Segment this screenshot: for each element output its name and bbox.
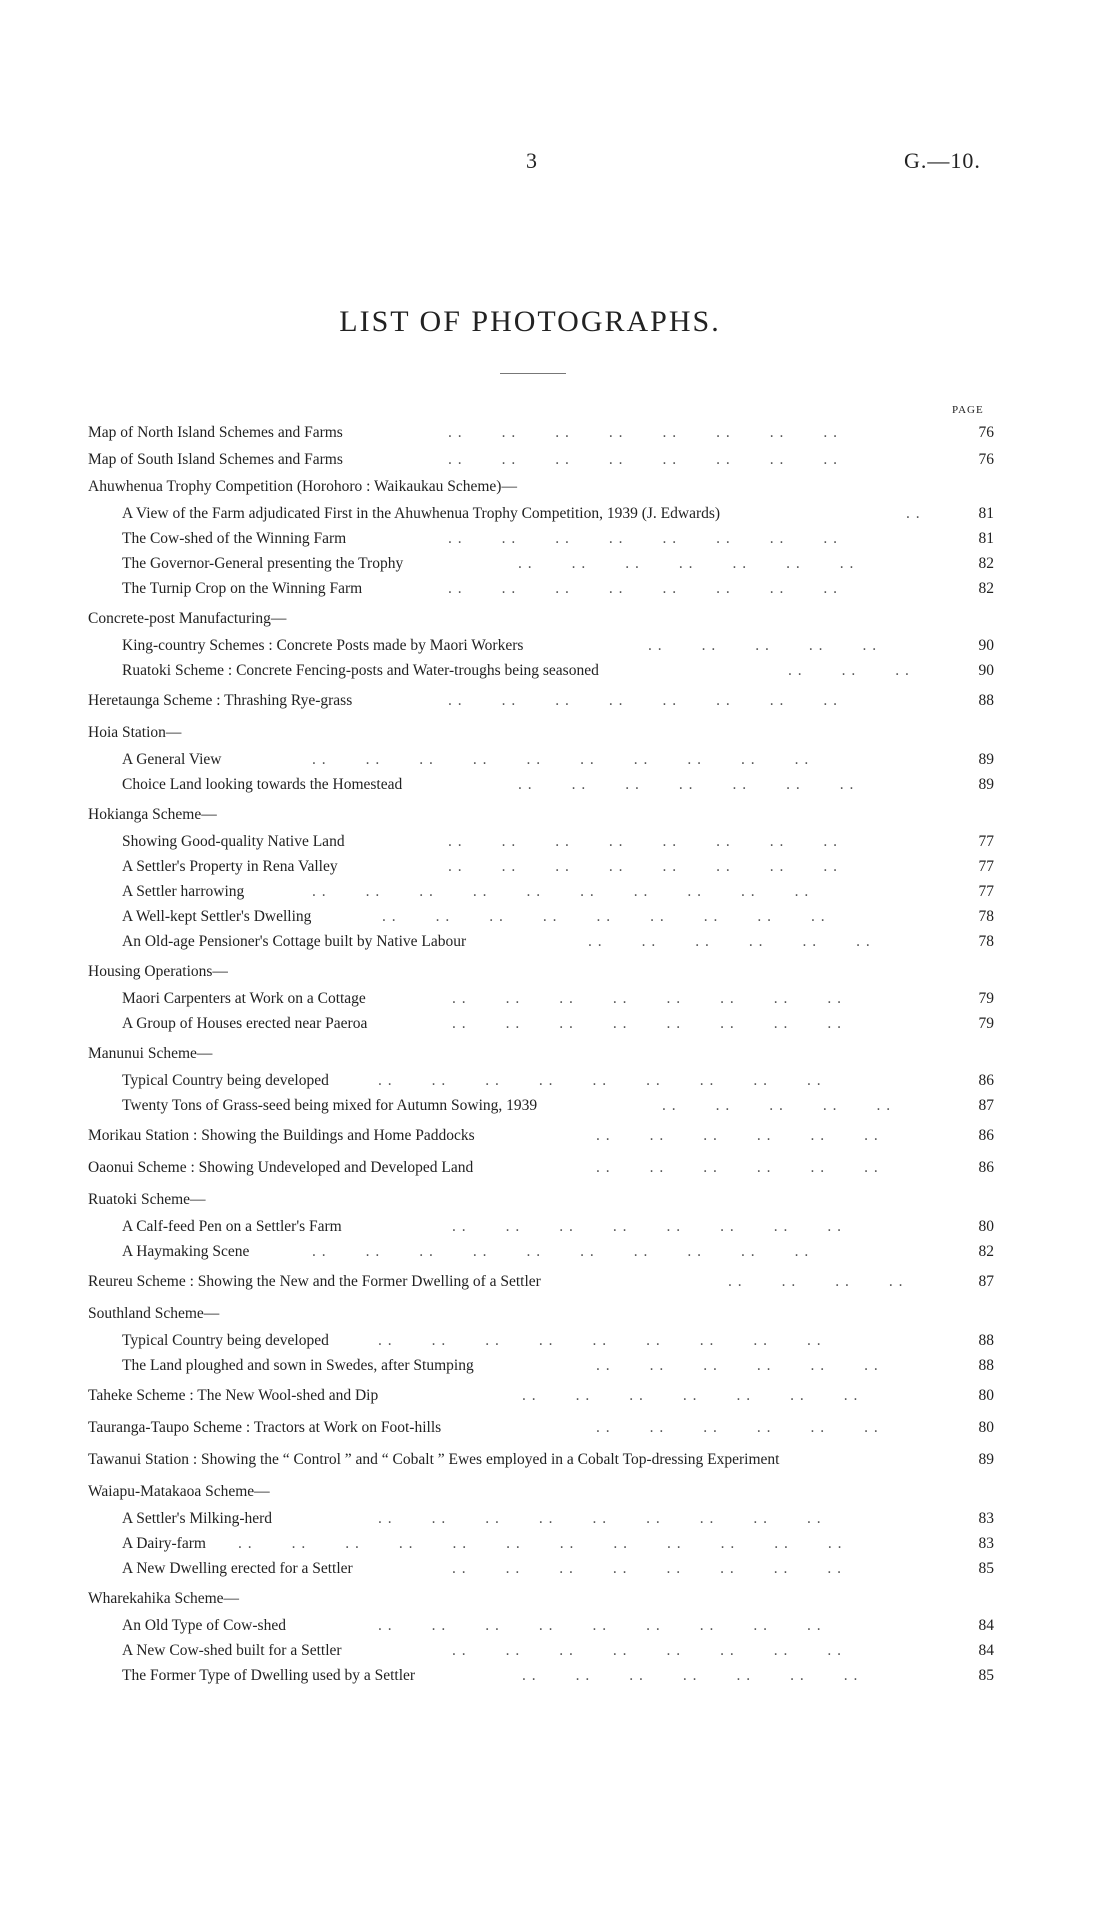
section-heading: Wharekahika Scheme— (88, 1590, 240, 1607)
list-item: Heretaunga Scheme : Thrashing Rye-grass . . . . . . . . . . . . . . . . 88 (88, 692, 994, 709)
list-item: A New Dwelling erected for a Settler . . . . . . . . . . . . . . . . 85 (122, 1560, 994, 1577)
list-item: Morikau Station : Showing the Buildings and Home Paddocks . . . . . . . . . . . . 86 (88, 1127, 994, 1144)
list-item: Choice Land looking towards the Homestead . . . . . . . . . . . . . . 89 (122, 776, 994, 793)
list-item: Tauranga-Taupo Scheme : Tractors at Work on Foot-hills . . . . . . . . . . . . 80 (88, 1419, 994, 1436)
list-item: An Old Type of Cow-shed . . . . . . . . . . . . . . . . . . 84 (122, 1617, 994, 1634)
list-item: Showing Good-quality Native Land . . . . . . . . . . . . . . . . 77 (122, 833, 994, 850)
list-item: A Group of Houses erected near Paeroa . . . . . . . . . . . . . . . . 79 (122, 1015, 994, 1032)
list-item: A Calf-feed Pen on a Settler's Farm . . . . . . . . . . . . . . . . 80 (122, 1218, 994, 1235)
list-item: Map of North Island Schemes and Farms . . . . . . . . . . . . . . . . 76 (88, 424, 994, 441)
list-item: Maori Carpenters at Work on a Cottage . . . . . . . . . . . . . . . . 79 (122, 990, 994, 1007)
section-heading: Manunui Scheme— (88, 1045, 213, 1062)
list-item: A Settler's Milking-herd . . . . . . . . . . . . . . . . . . 83 (122, 1510, 994, 1527)
list-item: Twenty Tons of Grass-seed being mixed for Autumn Sowing, 1939 . . . . . . . . . . 87 (122, 1097, 994, 1114)
list-item: Reureu Scheme : Showing the New and the Former Dwelling of a Settler . . . . . . . . 87 (88, 1273, 994, 1290)
list-item: Taheke Scheme : The New Wool-shed and Dip . . . . . . . . . . . . . . 80 (88, 1387, 994, 1404)
list-item: A Settler harrowing . . . . . . . . . . . . . . . . . . . . 77 (122, 883, 994, 900)
section-heading: Hoia Station— (88, 724, 182, 741)
photograph-list (88, 420, 994, 1688)
list-item: The Land ploughed and sown in Swedes, after Stumping . . . . . . . . . . . . 88 (122, 1357, 994, 1374)
list-item: Tawanui Station : Showing the “ Control ” and “ Cobalt ” Ewes employed in a Cobalt Top-dressing Experiment 89 (88, 1451, 994, 1468)
section-heading: Ahuwhenua Trophy Competition (Horohoro : Waikaukau Scheme)— (88, 478, 517, 495)
section-heading: Southland Scheme— (88, 1305, 220, 1322)
list-item: King-country Schemes : Concrete Posts made by Maori Workers . . . . . . . . . . 90 (122, 637, 994, 654)
list-item: Oaonui Scheme : Showing Undeveloped and Developed Land . . . . . . . . . . . . 86 (88, 1159, 994, 1176)
list-item: Ruatoki Scheme : Concrete Fencing-posts and Water-troughs being seasoned . . . . . . 90 (122, 662, 994, 679)
section-heading: Housing Operations— (88, 963, 228, 980)
list-item: A Haymaking Scene . . . . . . . . . . . . . . . . . . . . 82 (122, 1243, 994, 1260)
list-item: A Well-kept Settler's Dwelling . . . . . . . . . . . . . . . . . . 78 (122, 908, 994, 925)
list-item: An Old-age Pensioner's Cottage built by Native Labour . . . . . . . . . . . . 78 (122, 933, 994, 950)
list-item: Typical Country being developed . . . . . . . . . . . . . . . . . . 88 (122, 1332, 994, 1349)
list-item: The Former Type of Dwelling used by a Settler . . . . . . . . . . . . . . 85 (122, 1667, 994, 1684)
list-item: Map of South Island Schemes and Farms . . . . . . . . . . . . . . . . 76 (88, 451, 994, 468)
list-item: The Turnip Crop on the Winning Farm . . . . . . . . . . . . . . . . 82 (122, 580, 994, 597)
list-item: A Dairy-farm . . . . . . . . . . . . . . . . . . . . . . . . 83 (122, 1535, 994, 1552)
list-item: A General View . . . . . . . . . . . . . . . . . . . . 89 (122, 751, 994, 768)
page-number: 3 (526, 148, 537, 173)
list-item: Typical Country being developed . . . . . . . . . . . . . . . . . . 86 (122, 1072, 994, 1089)
section-heading: Hokianga Scheme— (88, 806, 217, 823)
list-item: A New Cow-shed built for a Settler . . . . . . . . . . . . . . . . 84 (122, 1642, 994, 1659)
page-title: LIST OF PHOTOGRAPHS. (339, 305, 721, 338)
list-item: The Governor-General presenting the Trophy . . . . . . . . . . . . . . 82 (122, 555, 994, 572)
section-heading: Concrete-post Manufacturing— (88, 610, 287, 627)
title-rule (500, 373, 566, 374)
list-item: A View of the Farm adjudicated First in the Ahuwhenua Trophy Competition, 1939 (J. Edwards) . . 81 (122, 505, 994, 522)
list-item: The Cow-shed of the Winning Farm . . . . . . . . . . . . . . . . 81 (122, 530, 994, 547)
list-item: A Settler's Property in Rena Valley . . . . . . . . . . . . . . . . 77 (122, 858, 994, 875)
section-heading: Waiapu-Matakaoa Scheme— (88, 1483, 270, 1500)
page-column-header: PAGE (952, 404, 984, 416)
document-code: G.—10. (904, 148, 981, 173)
section-heading: Ruatoki Scheme— (88, 1191, 206, 1208)
